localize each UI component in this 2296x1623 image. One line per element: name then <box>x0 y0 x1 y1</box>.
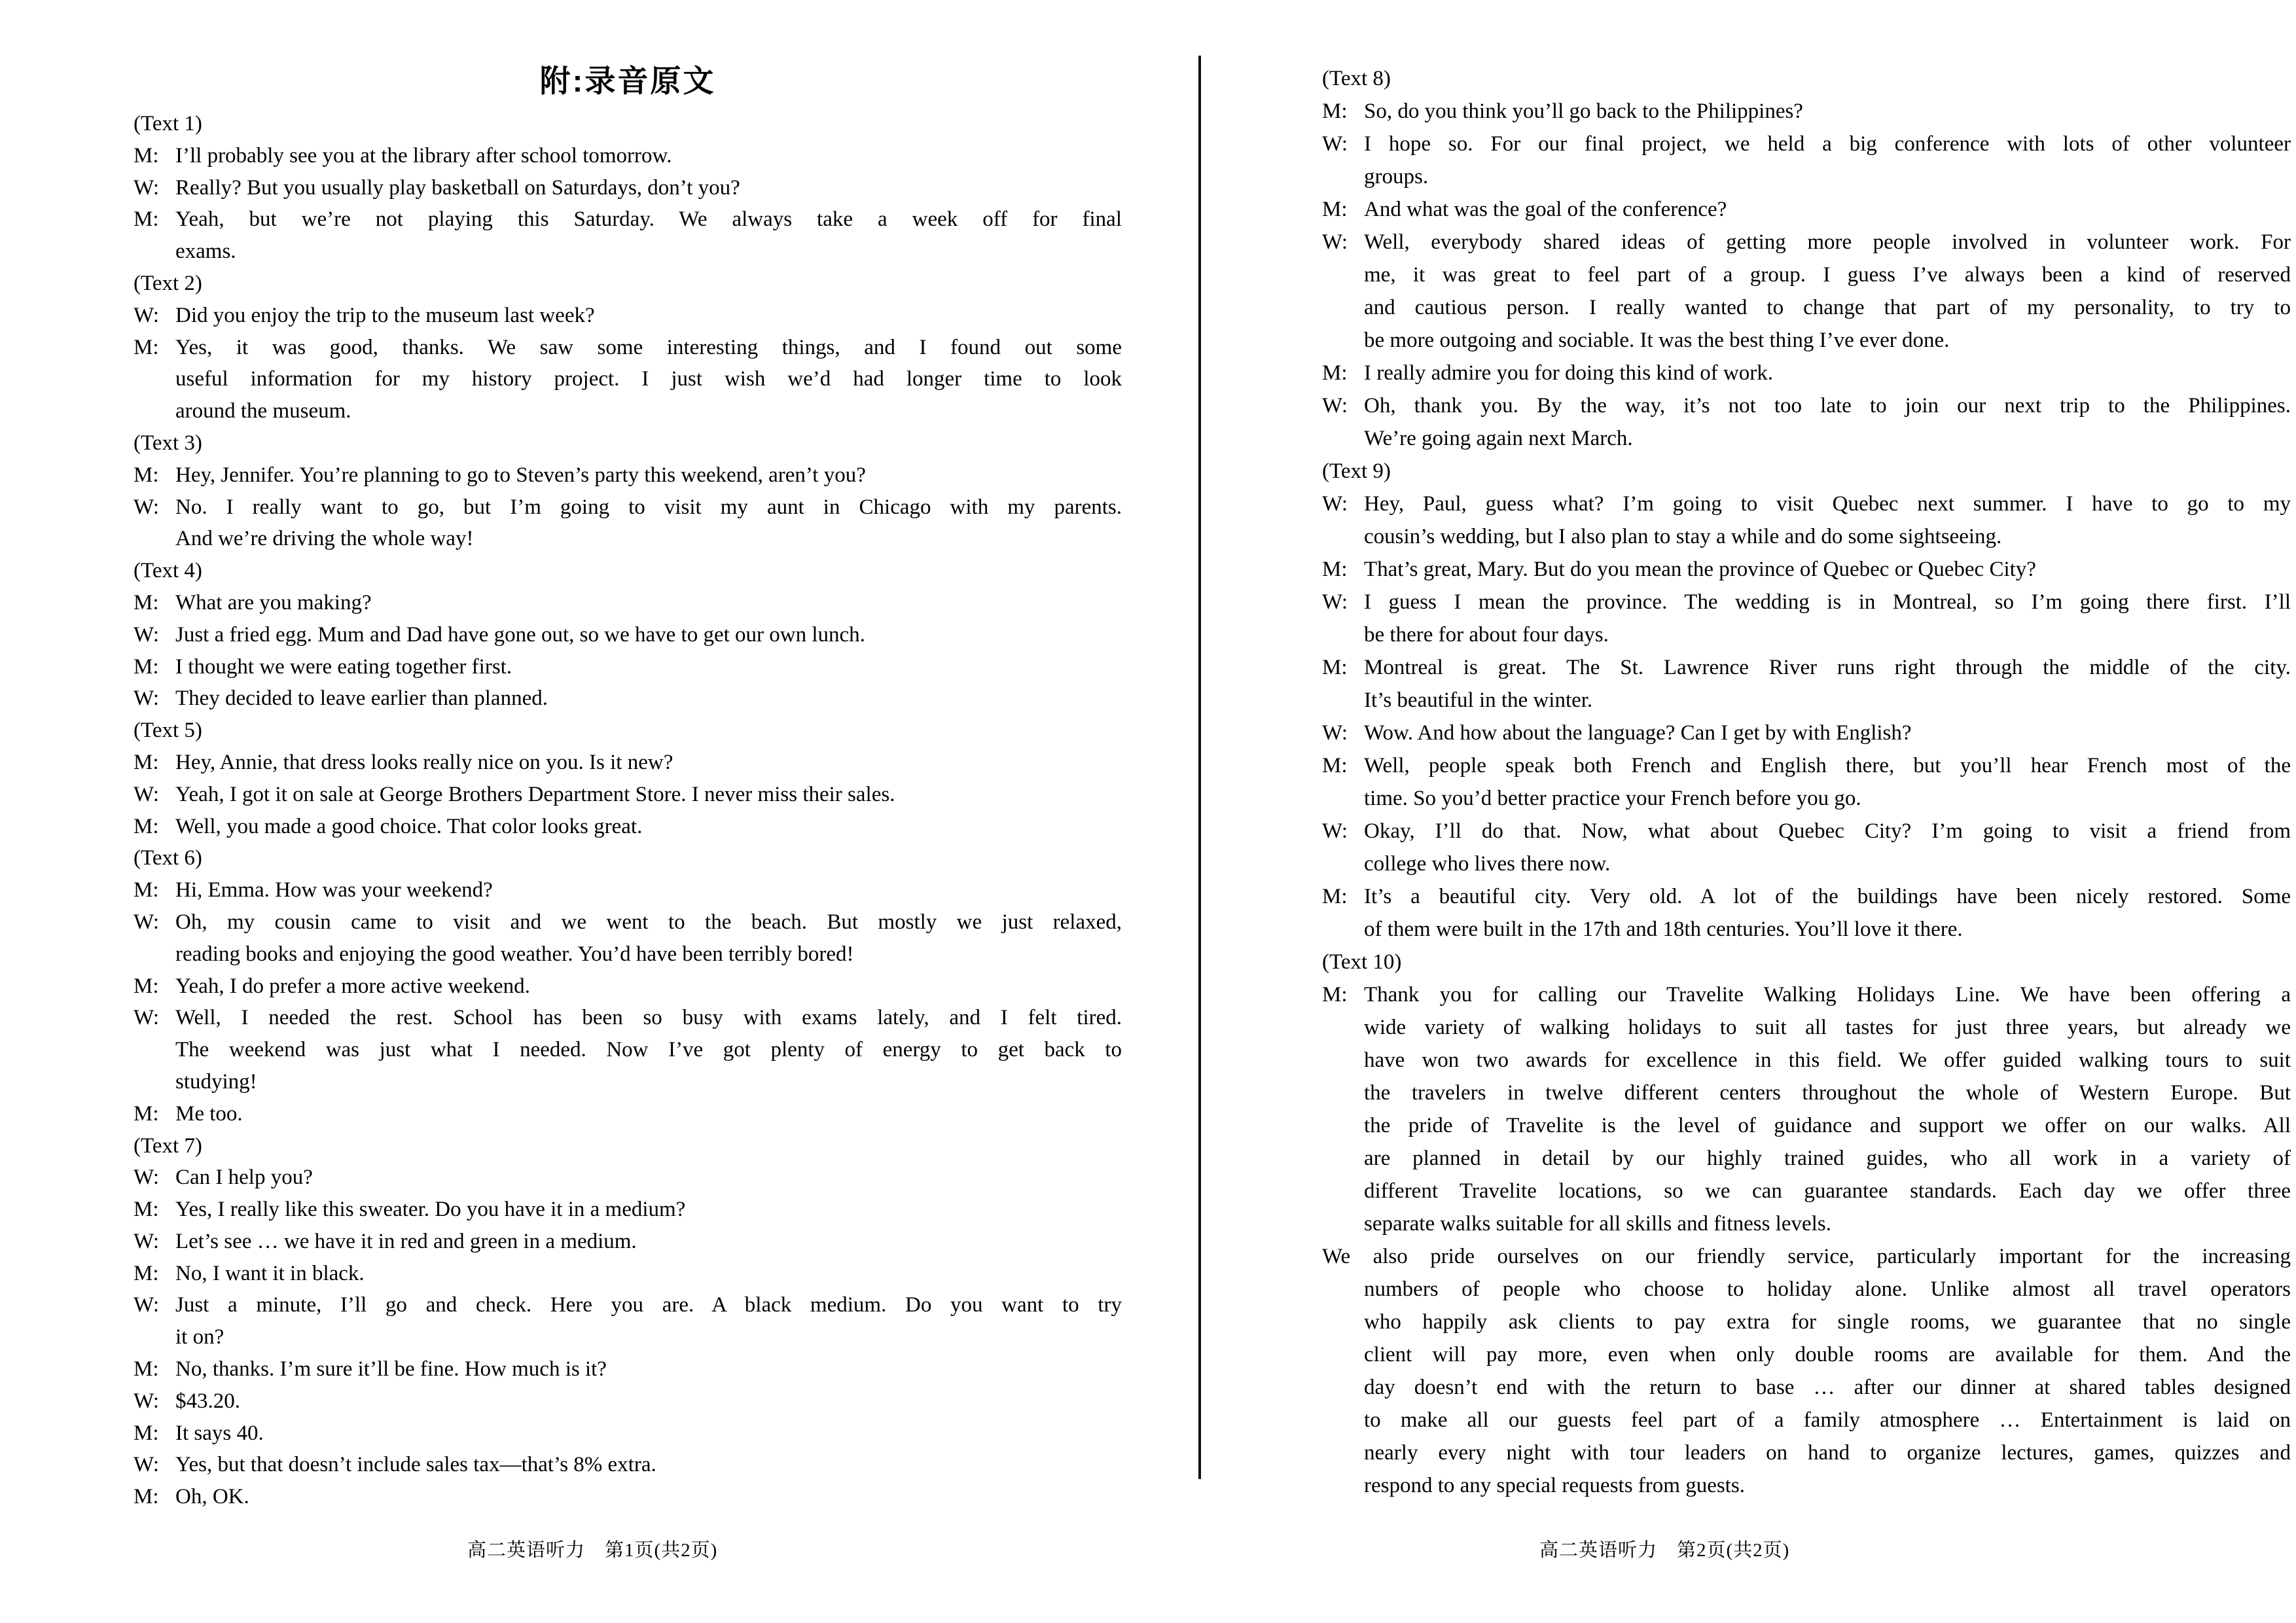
transcript-column-page2 <box>1322 62 2291 1502</box>
speaker-label: W: <box>1322 394 1348 418</box>
speaker-label: W: <box>134 687 160 711</box>
transcript-line: client will pay more, even when only double rooms are available for them. And the <box>1364 1343 2291 1366</box>
transcript-line: M: It’s a beautiful city. Very old. A lot of the buildings have been nicely restored. Some <box>1322 880 2291 913</box>
speaker-label: W: <box>1322 819 1348 843</box>
speaker-label: M: <box>134 335 159 359</box>
transcript-line: W: Really? But you usually play basketball on Saturdays, don’t you? <box>134 172 1122 204</box>
transcript-line: it on? <box>175 1325 224 1349</box>
transcript-line: W: Hey, Paul, guess what? I’m going to visit Quebec next summer. I have to go to my <box>1322 488 2291 520</box>
transcript-line: numbers of people who choose to holiday alone. Unlike almost all travel operators <box>1364 1277 2291 1301</box>
transcript-line: time. So you’d better practice your French before you go. <box>1364 787 1861 810</box>
speaker-label: W: <box>134 175 160 200</box>
transcript-line: M: Thank you for calling our Travelite Walking Holidays Line. We have been offering a <box>1322 978 2291 1011</box>
speaker-label: M: <box>134 1261 159 1285</box>
transcript-line: W: $43.20. <box>134 1385 1122 1418</box>
transcript-line: M: Hey, Annie, that dress looks really nice on you. Is it new? <box>134 747 1122 779</box>
transcript-line: W: I guess I mean the province. The wedding is in Montreal, so I’m going there first. I’ll <box>1322 586 2291 618</box>
text-heading: (Text 7) <box>134 1133 202 1158</box>
transcript-line: M: Me too. <box>134 1098 1122 1130</box>
speaker-label: W: <box>1322 721 1348 745</box>
speaker-label: M: <box>1322 885 1348 908</box>
transcript-line: who happily ask clients to pay extra for single rooms, we guarantee that no single <box>1364 1310 2291 1334</box>
transcript-line: W: Well, everybody shared ideas of getting more people involved in volunteer work. For <box>1322 226 2291 259</box>
speaker-label: M: <box>134 463 159 487</box>
transcript-line: M: Yes, it was good, thanks. We saw some interesting things, and I found out some <box>134 332 1122 364</box>
text-heading: (Text 6) <box>134 846 202 870</box>
speaker-label: W: <box>134 910 160 934</box>
speaker-label: M: <box>1322 198 1348 221</box>
transcript-line: W: No. I really want to go, but I’m going to visit my aunt in Chicago with my parents. <box>134 491 1122 524</box>
transcript-line: M: No, thanks. I’m sure it’ll be fine. How much is it? <box>134 1353 1122 1385</box>
transcript-line: M: Montreal is great. The St. Lawrence River runs right through the middle of the city. <box>1322 651 2291 684</box>
transcript-line: M: Yeah, I do prefer a more active weekend. <box>134 971 1122 1003</box>
speaker-label: M: <box>1322 99 1348 123</box>
speaker-label: M: <box>134 1485 159 1509</box>
transcript-line: M: I thought we were eating together first. <box>134 651 1122 683</box>
speaker-label: M: <box>134 814 159 838</box>
transcript-line: be more outgoing and sociable. It was the best thing I’ve ever done. <box>1364 329 1950 352</box>
transcript-column-page1 <box>134 108 1122 1513</box>
transcript-line: The weekend was just what I needed. Now I’ve got plenty of energy to get back to <box>175 1038 1122 1062</box>
transcript-line: are planned in detail by our highly trained guides, who all work in a variety of <box>1364 1147 2291 1170</box>
transcript-line: me, it was great to feel part of a group. I guess I’ve always been a kind of reserved <box>1364 263 2291 287</box>
transcript-line: have won two awards for excellence in this field. We offer guided walking tours to suit <box>1364 1048 2291 1072</box>
speaker-label: W: <box>134 303 160 327</box>
transcript-line: be there for about four days. <box>1364 623 1609 647</box>
transcript-line: W: They decided to leave earlier than planned. <box>134 683 1122 715</box>
transcript-line: exams. <box>175 240 236 264</box>
page-divider-line <box>1198 56 1201 1479</box>
text-heading: (Text 10) <box>1322 950 1402 974</box>
text-heading: (Text 8) <box>1322 67 1391 90</box>
speaker-label: W: <box>1322 132 1348 156</box>
text-heading: (Text 1) <box>134 112 202 135</box>
speaker-label: W: <box>134 1166 160 1190</box>
transcript-line: M: It says 40. <box>134 1418 1122 1450</box>
transcript-line: W: Okay, I’ll do that. Now, what about Quebec City? I’m going to visit a friend from <box>1322 815 2291 847</box>
speaker-label: M: <box>134 1357 159 1382</box>
page2-footer: 高二英语听力 第2页(共2页) <box>1539 1540 1790 1561</box>
speaker-label: M: <box>1322 656 1348 679</box>
page1-footer: 高二英语听力 第1页(共2页) <box>467 1540 718 1561</box>
speaker-label: W: <box>1322 590 1348 614</box>
transcript-line: M: Hey, Jennifer. You’re planning to go to Steven’s party this weekend, aren’t you? <box>134 459 1122 491</box>
transcript-line: M: Yeah, but we’re not playing this Saturday. We always take a week off for final <box>134 204 1122 236</box>
speaker-label: W: <box>1322 230 1348 254</box>
transcript-line: M: I’ll probably see you at the library after school tomorrow. <box>134 140 1122 172</box>
transcript-line: to make all our guests feel part of a family atmosphere … Entertainment is laid on <box>1364 1408 2291 1432</box>
speaker-label: M: <box>134 1198 159 1222</box>
transcript-line: M: That’s great, Mary. But do you mean the province of Quebec or Quebec City? <box>1322 553 2291 586</box>
transcript-line: groups. <box>1364 165 1429 188</box>
transcript-line: separate walks suitable for all skills and fitness levels. <box>1364 1212 1831 1236</box>
speaker-label: W: <box>134 622 160 647</box>
transcript-line: We also pride ourselves on our friendly service, particularly important for the increasing <box>1322 1245 2291 1268</box>
transcript-line: M: No, I want it in black. <box>134 1258 1122 1290</box>
speaker-label: M: <box>134 143 159 168</box>
transcript-line: We’re going again next March. <box>1364 427 1633 450</box>
transcript-line: W: Wow. And how about the language? Can I get by with English? <box>1322 717 2291 749</box>
transcript-line: the travelers in twelve different centers throughout the whole of Western Europe. But <box>1364 1081 2291 1105</box>
transcript-line: wide variety of walking holidays to suit all tastes for just three years, but already we <box>1364 1016 2291 1039</box>
transcript-line: respond to any special requests from guests. <box>1364 1474 1745 1497</box>
speaker-label: W: <box>134 1389 160 1413</box>
transcript-line: M: I really admire you for doing this kind of work. <box>1322 357 2291 389</box>
transcript-line: of them were built in the 17th and 18th centuries. You’ll love it there. <box>1364 918 1963 941</box>
transcript-line: W: Just a fried egg. Mum and Dad have gone out, so we have to get our own lunch. <box>134 619 1122 651</box>
transcript-line: W: Well, I needed the rest. School has been so busy with exams lately, and I felt tired. <box>134 1002 1122 1034</box>
speaker-label: W: <box>134 1293 160 1317</box>
speaker-label: M: <box>1322 361 1348 385</box>
speaker-label: M: <box>134 974 159 998</box>
transcript-line: M: Oh, OK. <box>134 1481 1122 1513</box>
transcript-line: W: Just a minute, I’ll go and check. Here you are. A black medium. Do you want to try <box>134 1289 1122 1321</box>
transcript-line: W: Oh, thank you. By the way, it’s not too late to join our next trip to the Philippines. <box>1322 389 2291 422</box>
transcript-line: nearly every night with tour leaders on hand to organize lectures, games, quizzes and <box>1364 1441 2291 1465</box>
transcript-line: M: Well, people speak both French and English there, but you’ll hear French most of the <box>1322 749 2291 782</box>
speaker-label: M: <box>1322 983 1348 1007</box>
speaker-label: M: <box>134 590 159 615</box>
transcript-line: useful information for my history project. I just wish we’d had longer time to look <box>175 367 1122 391</box>
transcript-line: college who lives there now. <box>1364 852 1611 876</box>
transcript-line: and cautious person. I really wanted to change that part of my personality, to try to <box>1364 296 2291 319</box>
transcript-line: W: Yes, but that doesn’t include sales tax—that’s 8% extra. <box>134 1449 1122 1481</box>
page-title: 附:录音原文 <box>539 63 716 98</box>
transcript-line: M: Yes, I really like this sweater. Do you have it in a medium? <box>134 1194 1122 1226</box>
speaker-label: M: <box>134 207 159 232</box>
transcript-line: reading books and enjoying the good weather. You’d have been terribly bored! <box>175 942 854 966</box>
text-heading: (Text 4) <box>134 559 202 583</box>
speaker-label: W: <box>134 1006 160 1030</box>
speaker-label: W: <box>1322 492 1348 516</box>
speaker-label: W: <box>134 495 160 519</box>
speaker-label: M: <box>134 750 159 774</box>
speaker-label: M: <box>134 878 159 902</box>
transcript-line: around the museum. <box>175 399 351 423</box>
speaker-label: M: <box>134 654 159 679</box>
speaker-label: M: <box>134 1101 159 1126</box>
speaker-label: W: <box>134 1229 160 1253</box>
transcript-line: studying! <box>175 1069 257 1094</box>
transcript-line: W: I hope so. For our final project, we held a big conference with lots of other volunteer <box>1322 128 2291 160</box>
transcript-line: the pride of Travelite is the level of guidance and support we offer on our walks. All <box>1364 1114 2291 1137</box>
speaker-label: M: <box>1322 558 1348 581</box>
text-heading: (Text 9) <box>1322 459 1391 483</box>
text-heading: (Text 2) <box>134 271 202 295</box>
transcript-line: W: Can I help you? <box>134 1162 1122 1194</box>
transcript-line: M: So, do you think you’ll go back to the Philippines? <box>1322 95 2291 128</box>
transcript-line: M: Well, you made a good choice. That color looks great. <box>134 811 1122 843</box>
transcript-line: It’s beautiful in the winter. <box>1364 688 1593 712</box>
transcript-line: M: And what was the goal of the conference? <box>1322 193 2291 226</box>
speaker-label: W: <box>134 1453 160 1477</box>
transcript-line: cousin’s wedding, but I also plan to stay a while and do some sightseeing. <box>1364 525 2002 548</box>
transcript-line: W: Yeah, I got it on sale at George Brothers Department Store. I never miss their sales. <box>134 779 1122 811</box>
transcript-line: M: What are you making? <box>134 587 1122 619</box>
transcript-line: day doesn’t end with the return to base … after our dinner at shared tables designed <box>1364 1376 2291 1399</box>
text-heading: (Text 3) <box>134 431 202 455</box>
transcript-line: M: Hi, Emma. How was your weekend? <box>134 874 1122 906</box>
speaker-label: M: <box>1322 754 1348 777</box>
transcript-line: different Travelite locations, so we can guarantee standards. Each day we offer three <box>1364 1179 2291 1203</box>
transcript-line: W: Let’s see … we have it in red and green in a medium. <box>134 1226 1122 1258</box>
text-heading: (Text 5) <box>134 719 202 743</box>
speaker-label: M: <box>134 1421 159 1445</box>
transcript-line: W: Did you enjoy the trip to the museum last week? <box>134 300 1122 332</box>
transcript-line: W: Oh, my cousin came to visit and we went to the beach. But mostly we just relaxed, <box>134 906 1122 938</box>
transcript-line: And we’re driving the whole way! <box>175 527 474 551</box>
speaker-label: W: <box>134 782 160 806</box>
